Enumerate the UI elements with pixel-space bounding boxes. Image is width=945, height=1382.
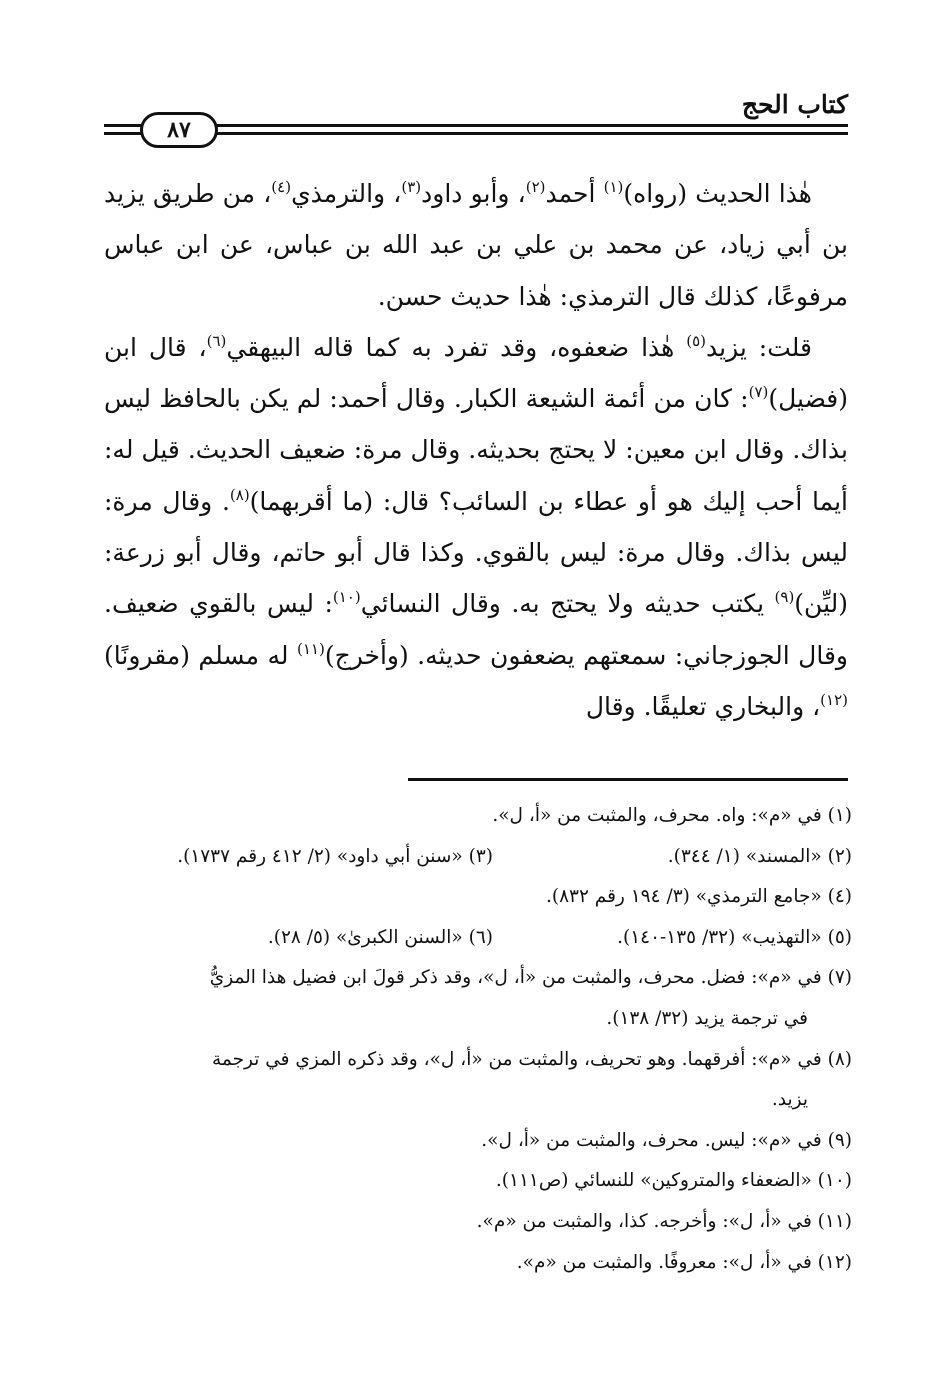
text-segment: قلت: يزيد	[706, 332, 812, 362]
footnote-6: (٦) «السنن الكبرىٰ» (٥/ ٢٨).	[267, 926, 493, 948]
footnote-5: (٥) «التهذيب» (٣٢/ ١٣٥-١٤٠).	[617, 926, 852, 948]
paragraph-2	[104, 322, 848, 732]
footnote-7-line-2: في ترجمة يزيد (٣٢/ ١٣٨).	[606, 1007, 808, 1029]
footnote-marker: (٩)	[774, 588, 795, 607]
text-segment: له مسلم (مقرونًا)	[104, 640, 297, 670]
footnotes	[104, 796, 852, 1283]
footnote-marker: (٦)	[206, 331, 227, 350]
header-rule-left-top	[104, 124, 144, 127]
footnote-9: (٩) في «م»: ليس. محرف، والمثبت من «أ، ل».	[481, 1129, 852, 1151]
footnote-marker: (١)	[603, 178, 624, 196]
footnote-3: (٣) «سنن أبي داود» (٢/ ٤١٢ رقم ١٧٣٧).	[177, 845, 493, 867]
footnote-7	[104, 958, 852, 1039]
footnote-1: (١) في «م»: واه. محرف، والمثبت من «أ، ل».	[492, 805, 852, 826]
paragraph-1	[104, 168, 848, 322]
text-segment: يكتب حديثه ولا يحتج به. وقال النسائي	[360, 589, 775, 619]
text-segment: هٰذا الحديث (رواه)	[623, 179, 812, 208]
footnote-4: (٤) «جامع الترمذي» (٣/ ١٩٤ رقم ٨٣٢).	[545, 886, 852, 908]
text-segment: هٰذا ضعفوه، وقد تفرد به كما قاله البيهقي	[226, 332, 687, 362]
footnote-row-5-6	[104, 918, 852, 959]
book-title: كتاب الحج	[741, 90, 848, 119]
footnote-7-line-1: (٧) في «م»: فضل. محرف، والمثبت من «أ، ل»، وقد ذكر قولَ ابن فضيل هذا المزيُّ	[209, 967, 852, 989]
header-rule-bottom	[212, 132, 848, 135]
footnote-marker: (٣)	[401, 178, 422, 196]
footnote-8-line-1: (٨) في «م»: أفرقهما. وهو تحريف، والمثبت من «أ، ل»، وقد ذكره المزي في ترجمة	[211, 1048, 852, 1070]
footnote-2: (٢) «المسند» (١/ ٣٤٤).	[667, 845, 852, 867]
footnote-row-2-3	[104, 837, 852, 878]
footnote-10: (١٠) «الضعفاء والمتروكين» للنسائي (ص١١١).	[495, 1170, 852, 1192]
header-rule-left-bottom	[104, 132, 144, 135]
footnote-marker: (٤)	[271, 178, 292, 196]
text-segment: ، قال ابن (فضيل)	[104, 332, 848, 414]
text-segment: : ليس بالقوي ضعيف. وقال الجوزجاني: سمعتهم يضعفون حديثه. (وأخرج)	[104, 589, 848, 670]
footnote-marker: (٧)	[748, 383, 769, 402]
text-segment: . وقال مرة: ليس بذاك. وقال مرة: ليس بالقوي. وكذا قال أبو حاتم، وقال أبو زرعة: (ليِّن)	[104, 486, 848, 619]
page-header	[104, 88, 848, 144]
main-text	[104, 168, 848, 732]
page-number: ٨٧	[140, 112, 218, 148]
footnote-8	[104, 1040, 852, 1121]
text-segment: ، وأبو داود	[421, 179, 526, 208]
text-segment: : كان من أئمة الشيعة الكبار. وقال أحمد: لم يكن بالحافظ ليس بذاك. وقال ابن معين: لا يحتج بحديثه. وقال مرة: ضعيف الحديث. قيل له: أيما أحب إليك هو أو عطاء بن السائب؟ قال: (ما أقربهما)	[104, 384, 848, 516]
header-rule-top	[212, 124, 848, 127]
text-segment: ، من طريق يزيد بن أبي زياد، عن محمد بن علي بن عبد الله بن عباس، عن ابن عباس مرفوعًا، كذلك قال الترمذي: هٰذا حديث حسن.	[104, 179, 848, 311]
footnote-marker: (٢)	[525, 178, 546, 196]
footnote-8-line-2: يزيد.	[771, 1089, 808, 1111]
text-segment: أحمد	[545, 179, 604, 208]
footnote-11: (١١) في «أ، ل»: وأخرجه. كذا، والمثبت من «م».	[476, 1210, 852, 1232]
footnote-marker: (١٠)	[332, 588, 361, 607]
footnote-marker: (١٢)	[820, 690, 848, 709]
footnote-separator	[408, 778, 848, 781]
footnote-marker: (٨)	[229, 485, 250, 504]
text-segment: ، والبخاري تعليقًا. وقال	[585, 691, 821, 721]
text-segment: ، والترمذي	[291, 179, 402, 208]
footnote-12: (١٢) في «أ، ل»: معروفًا. والمثبت من «م».	[516, 1251, 852, 1273]
footnote-marker: (١١)	[296, 639, 325, 658]
footnote-marker: (٥)	[686, 331, 707, 350]
